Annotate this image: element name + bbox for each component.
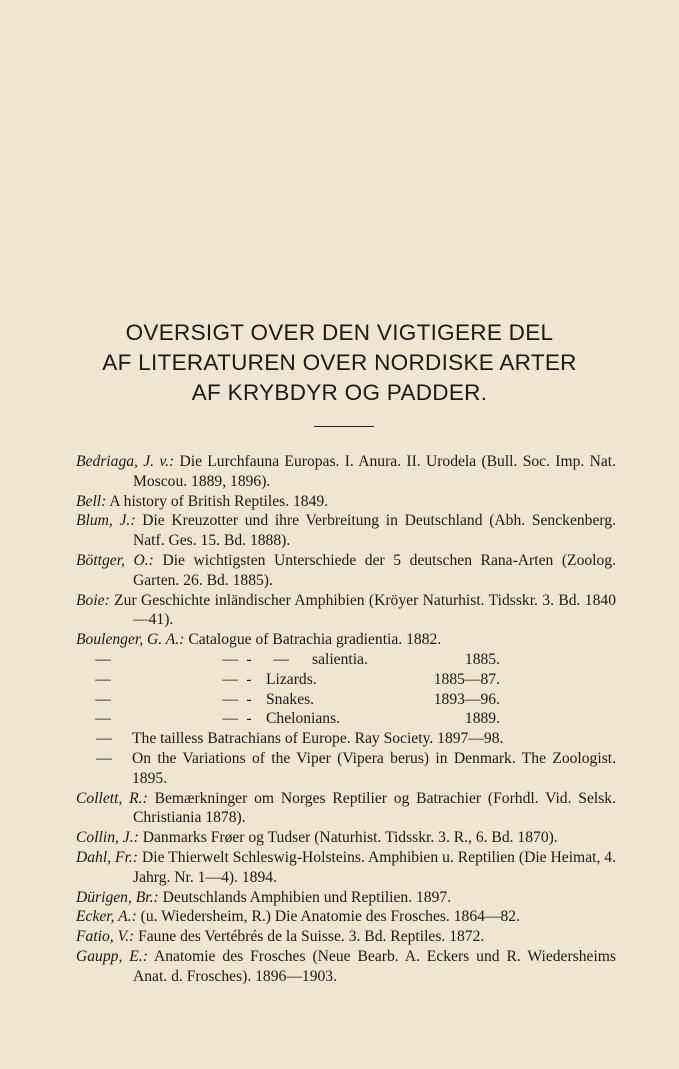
entry-text: Die Kreuzotter und ihre Verbreitung in Deutschland (Abh. Senckenberg. Natf. Ges. 15. Bd. 1888). (133, 512, 616, 550)
entry-text: Danmarks Frøer og Tudser (Naturhist. Tidsskr. 3. R., 6. Bd. 1870). (138, 829, 558, 847)
entry-text: Anatomie des Frosches (Neue Bearb. A. Eckers und R. Wiedersheims Anat. d. Frosches). 1896—1903. (133, 947, 616, 985)
ditto-dash: — (95, 710, 111, 728)
entry-text: Deutschlands Amphibien und Reptilien. 1897. (158, 888, 452, 906)
ditto-dash: — (95, 650, 111, 668)
sub-entry-year: 1889. (464, 710, 500, 728)
bibliography-entry (76, 789, 616, 829)
sub-entry-group: Snakes. (266, 690, 315, 708)
entry-author: Ecker, A.: (76, 908, 137, 926)
bibliography-entry (76, 511, 616, 551)
bibliography-entry (76, 828, 616, 848)
boulenger-sub-entry (76, 690, 616, 710)
title-divider (314, 426, 374, 427)
sub-entry-year: 1885—87. (433, 670, 500, 688)
entry-author: Boulenger, G. A.: (76, 631, 185, 649)
entry-author: Collin, J.: (76, 829, 139, 847)
entry-text: Die Thierwelt Schleswig-Holsteins. Amphibien u. Reptilien (Die Heimat, 4. Jahrg. Nr. 1—4). 1894. (133, 848, 616, 886)
entry-author: Gaupp, E.: (76, 947, 148, 965)
bibliography-entry (76, 848, 616, 888)
boulenger-sub-entry (76, 749, 616, 789)
entry-author: Dürigen, Br.: (76, 888, 159, 906)
bibliography-entry (76, 927, 616, 947)
entry-text: On the Variations of the Viper (Vipera berus) in Denmark. The Zoologist. 1895. (132, 749, 616, 787)
bibliography-entry (76, 630, 616, 650)
ditto-hyphen: - (246, 710, 252, 728)
entry-author: Bell: (76, 492, 107, 510)
ditto-dash: — (273, 650, 289, 668)
ditto-dash: — (222, 710, 238, 728)
bibliography-entry (76, 947, 616, 987)
ditto-dash: — (95, 670, 111, 688)
entry-text: The tailless Batrachians of Europe. Ray Society. 1897—98. (132, 730, 504, 748)
entry-author: Bedriaga, J. v.: (76, 453, 175, 470)
entry-author: Blum, J.: (76, 512, 136, 530)
sub-entry-group: salientia. (312, 650, 368, 668)
entry-text: Catalogue of Batrachia gradientia. 1882. (184, 631, 442, 649)
bibliography-entry (76, 492, 616, 512)
ditto-hyphen: - (246, 650, 252, 668)
entry-text: Die wichtigsten Unterschiede der 5 deutschen Rana-Arten (Zoolog. Garten. 26. Bd. 1885). (133, 551, 617, 589)
entry-text: (u. Wiedersheim, R.) Die Anatomie des Frosches. 1864—82. (136, 908, 520, 926)
entry-text: Zur Geschichte inländischer Amphibien (Kröyer Naturhist. Tidsskr. 3. Bd. 1840—41). (109, 591, 616, 629)
boulenger-sub-entry (76, 729, 616, 749)
boulenger-sub-entry (76, 709, 616, 729)
title-line: AF KRYBDYR OG PADDER. (191, 380, 488, 405)
ditto-dash: — (222, 650, 238, 668)
bibliography-entry (76, 907, 616, 927)
entry-text: A history of British Reptiles. 1849. (106, 492, 329, 510)
sub-entry-group: Chelonians. (266, 710, 341, 728)
entry-text: Die Lurchfauna Europas. I. Anura. II. Urodela (Bull. Soc. Imp. Nat. Moscou. 1889, 1896). (133, 453, 616, 490)
ditto-dash: — (95, 690, 111, 708)
sub-entry-year: 1893—96. (433, 690, 500, 708)
entry-text: Faune des Vertébrés de la Suisse. 3. Bd. Reptiles. 1872. (134, 928, 485, 946)
title-line: OVERSIGT OVER DEN VIGTIGERE DEL (125, 320, 554, 345)
bibliography-entry (76, 551, 616, 591)
ditto-dash: — (222, 670, 238, 688)
boulenger-sub-entry (76, 670, 616, 690)
ditto-dash: — (222, 690, 238, 708)
title-line: AF LITERATUREN OVER NORDISKE ARTER (102, 350, 577, 375)
ditto-dash: — (96, 749, 112, 767)
bibliography-list (76, 452, 616, 987)
entry-author: Böttger, O.: (76, 551, 154, 569)
entry-author: Boie: (76, 591, 110, 609)
boulenger-sub-entry (76, 650, 616, 670)
entry-author: Dahl, Fr.: (76, 848, 139, 866)
entry-author: Fatio, V.: (76, 928, 135, 946)
entry-author: Collett, R.: (76, 789, 148, 807)
bibliography-entry (76, 591, 616, 631)
page-title (0, 318, 679, 408)
ditto-dash: — (96, 730, 112, 748)
sub-entry-group: Lizards. (266, 670, 317, 688)
entry-text: Bemærkninger om Norges Reptilier og Batrachier (Forhdl. Vid. Selsk. Christiania 1878). (133, 789, 616, 827)
ditto-hyphen: - (246, 690, 252, 708)
bibliography-entry (76, 452, 616, 492)
sub-entry-year: 1885. (464, 650, 500, 668)
ditto-hyphen: - (246, 670, 252, 688)
bibliography-entry (76, 888, 616, 908)
